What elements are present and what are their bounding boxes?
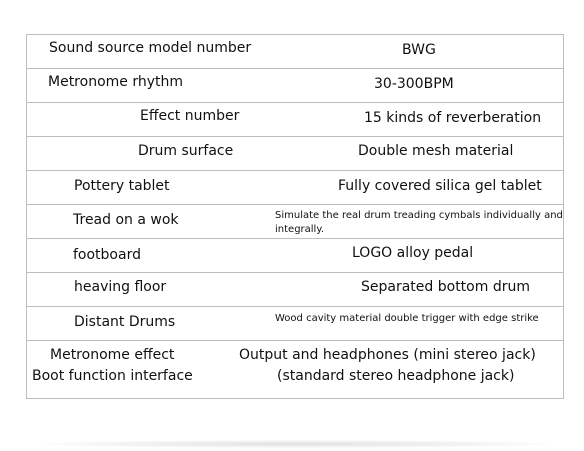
bottom-shadow: [40, 440, 550, 448]
row-label: Effect number: [140, 108, 240, 124]
row-label: heaving floor: [74, 279, 167, 295]
table-row-pottery-tablet: [26, 171, 564, 205]
row-label: Pottery tablet: [74, 178, 170, 194]
row-value: Double mesh material: [358, 143, 514, 159]
row-value: Wood cavity material double trigger with edge strike: [275, 313, 539, 324]
table-row-metronome-rhythm: [26, 69, 564, 103]
table-row-effect-number: [26, 103, 564, 137]
row-label: Distant Drums: [74, 314, 176, 330]
table-row-sound-source: [26, 35, 564, 69]
row-label: Tread on a wok: [73, 212, 179, 228]
row-value: Simulate the real drum treading cymbals individually and integrally.: [275, 210, 563, 235]
spec-table: [26, 34, 564, 399]
table-row-drum-surface: [26, 137, 564, 171]
row-value: Separated bottom drum: [361, 279, 530, 295]
table-row-footboard: [26, 239, 564, 273]
row-value: Fully covered silica gel tablet: [338, 178, 542, 194]
row-value: 15 kinds of reverberation: [364, 110, 542, 126]
row-label: Metronome rhythm: [48, 74, 184, 90]
table-row-tread-on-a-wok: [26, 205, 564, 239]
row-value-line2: (standard stereo headphone jack): [277, 368, 515, 384]
table-row-heaving-floor: [26, 273, 564, 307]
row-label-line2: Boot function interface: [32, 368, 193, 384]
row-value: BWG: [402, 42, 436, 58]
row-label: Sound source model number: [49, 40, 252, 56]
table-row-metronome-effect: [26, 341, 564, 399]
row-label-line1: Metronome effect: [50, 347, 175, 363]
row-label: Drum surface: [138, 143, 234, 159]
row-value: LOGO alloy pedal: [352, 245, 474, 261]
row-value: 30-300BPM: [374, 76, 454, 92]
row-label: footboard: [73, 247, 141, 263]
row-value-line1: Output and headphones (mini stereo jack): [239, 347, 536, 363]
table-row-distant-drums: [26, 307, 564, 341]
